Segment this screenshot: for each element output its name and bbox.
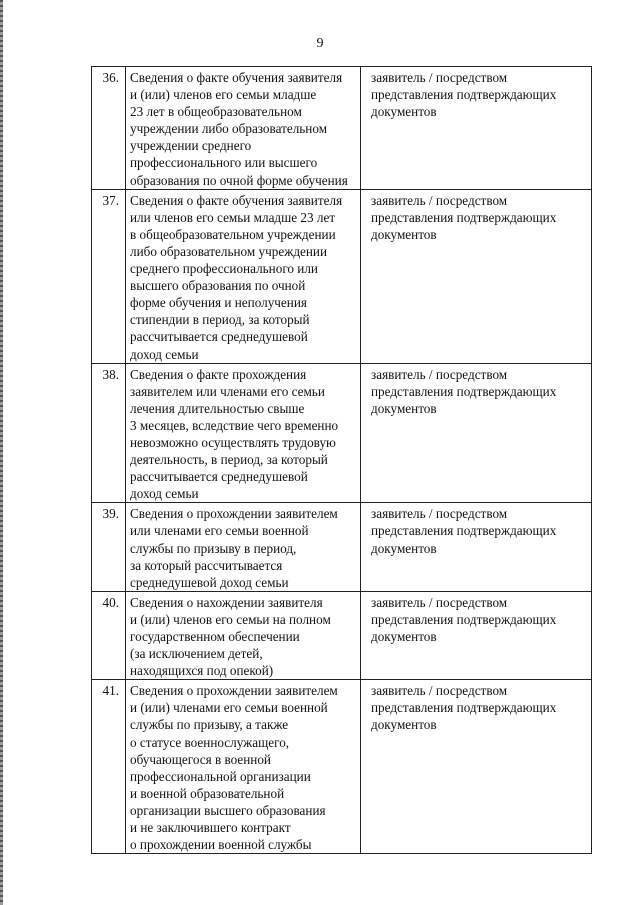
description-line: за который рассчитывается <box>130 557 283 573</box>
source-line: заявитель / посредством <box>371 366 508 382</box>
description-line: находящихся под опекой) <box>130 663 274 679</box>
description-line: лечения длительностью свыше <box>130 400 305 416</box>
row-number: 38. <box>102 366 119 382</box>
description-line: стипендии в период, за который <box>130 312 310 328</box>
source-cell <box>361 363 592 503</box>
row-number: 41. <box>102 683 119 699</box>
source-line: заявитель / посредством <box>371 70 508 85</box>
source-line: документов <box>371 226 437 242</box>
table-row <box>92 67 592 190</box>
description-line: либо образовательном учреждении <box>130 243 328 259</box>
row-number-cell <box>92 363 126 503</box>
description-line: 23 лет в общеобразовательном <box>130 104 302 120</box>
description-line: учреждении среднего <box>130 138 252 154</box>
source-line: документов <box>371 104 437 120</box>
description-line: 3 месяцев, вследствие чего временно <box>130 417 339 433</box>
source-line: документов <box>371 540 437 556</box>
scan-edge <box>0 0 3 905</box>
table-row <box>92 503 592 591</box>
description-line: Сведения о факте прохождения <box>130 366 307 382</box>
description-line: среднедушевой доход семьи <box>130 574 289 590</box>
description-cell <box>126 363 361 503</box>
description-line: невозможно осуществлять трудовую <box>130 434 336 450</box>
description-cell <box>126 189 361 363</box>
description-line: и (или) членами его семьи военной <box>130 700 328 716</box>
source-line: представления подтверждающих <box>371 700 557 716</box>
row-number-cell <box>92 189 126 363</box>
description-line: Сведения о прохождении заявителем <box>130 683 338 699</box>
table-row <box>92 591 592 679</box>
description-line: деятельность, в период, за который <box>130 452 328 468</box>
description-line: профессионального или высшего <box>130 155 318 171</box>
description-line: службы по призыву, а также <box>130 717 289 733</box>
description-line: и военной образовательной <box>130 785 285 801</box>
description-line: Сведения о прохождении заявителем <box>130 506 338 522</box>
source-line: заявитель / посредством <box>371 683 508 699</box>
description-line: государственном обеспечении <box>130 629 300 644</box>
description-line: Сведения о факте обучения заявителя <box>130 70 343 85</box>
description-line: учреждении либо образовательном <box>130 121 328 137</box>
description-line: Сведения о факте обучения заявителя <box>130 192 343 208</box>
source-cell <box>361 189 592 363</box>
source-line: представления подтверждающих <box>371 523 557 539</box>
description-cell <box>126 680 361 854</box>
source-cell <box>361 680 592 854</box>
description-line: заявителем или членами его семьи <box>130 383 325 399</box>
source-line: представления подтверждающих <box>371 87 557 103</box>
description-line: и (или) членов его семьи младше <box>130 87 317 103</box>
row-number-cell <box>92 67 126 190</box>
description-line: доход семьи <box>130 346 199 362</box>
source-line: представления подтверждающих <box>371 383 557 399</box>
description-line: организации высшего образования <box>130 802 326 818</box>
source-line: документов <box>371 629 437 644</box>
source-line: представления подтверждающих <box>371 209 557 225</box>
table-row <box>92 189 592 363</box>
description-line: и не заключившего контракт <box>130 820 291 836</box>
description-line: или членов его семьи младше 23 лет <box>130 209 336 225</box>
description-line: форме обучения и неполучения <box>130 295 307 311</box>
source-line: заявитель / посредством <box>371 594 508 610</box>
description-line: рассчитывается среднедушевой <box>130 469 308 485</box>
source-line: документов <box>371 400 437 416</box>
table-row <box>92 680 592 854</box>
description-line: образования по очной форме обучения <box>130 172 348 188</box>
source-line: заявитель / посредством <box>371 192 508 208</box>
description-line: доход семьи <box>130 486 199 502</box>
description-line: среднего профессионального или <box>130 261 318 277</box>
document-table <box>91 66 592 854</box>
description-cell <box>126 591 361 679</box>
description-line: профессиональной организации <box>130 768 311 784</box>
description-line: обучающегося в военной <box>130 751 271 767</box>
row-number-cell <box>92 680 126 854</box>
source-cell <box>361 503 592 591</box>
row-number: 37. <box>102 192 119 208</box>
description-line: (за исключением детей, <box>130 646 263 662</box>
description-line: службы по призыву в период, <box>130 540 297 556</box>
row-number: 36. <box>102 70 119 85</box>
description-cell <box>126 67 361 190</box>
source-cell <box>361 67 592 190</box>
source-line: документов <box>371 717 437 733</box>
description-line: Сведения о нахождении заявителя <box>130 594 323 610</box>
description-line: и (или) членов его семьи на полном <box>130 611 331 627</box>
row-number: 40. <box>102 594 119 610</box>
source-line: заявитель / посредством <box>371 506 508 522</box>
source-line: представления подтверждающих <box>371 611 557 627</box>
description-line: о прохождении военной службы <box>130 837 312 853</box>
description-line: в общеобразовательном учреждении <box>130 226 336 242</box>
description-line: о статусе военнослужащего, <box>130 734 290 750</box>
description-cell <box>126 503 361 591</box>
table-row <box>92 363 592 503</box>
row-number: 39. <box>102 506 119 522</box>
page-number: 9 <box>316 36 324 51</box>
row-number-cell <box>92 591 126 679</box>
description-line: высшего образования по очной <box>130 278 306 294</box>
row-number-cell <box>92 503 126 591</box>
source-cell <box>361 591 592 679</box>
description-line: или членами его семьи военной <box>130 523 309 539</box>
table-body <box>92 67 592 854</box>
description-line: рассчитывается среднедушевой <box>130 329 308 345</box>
